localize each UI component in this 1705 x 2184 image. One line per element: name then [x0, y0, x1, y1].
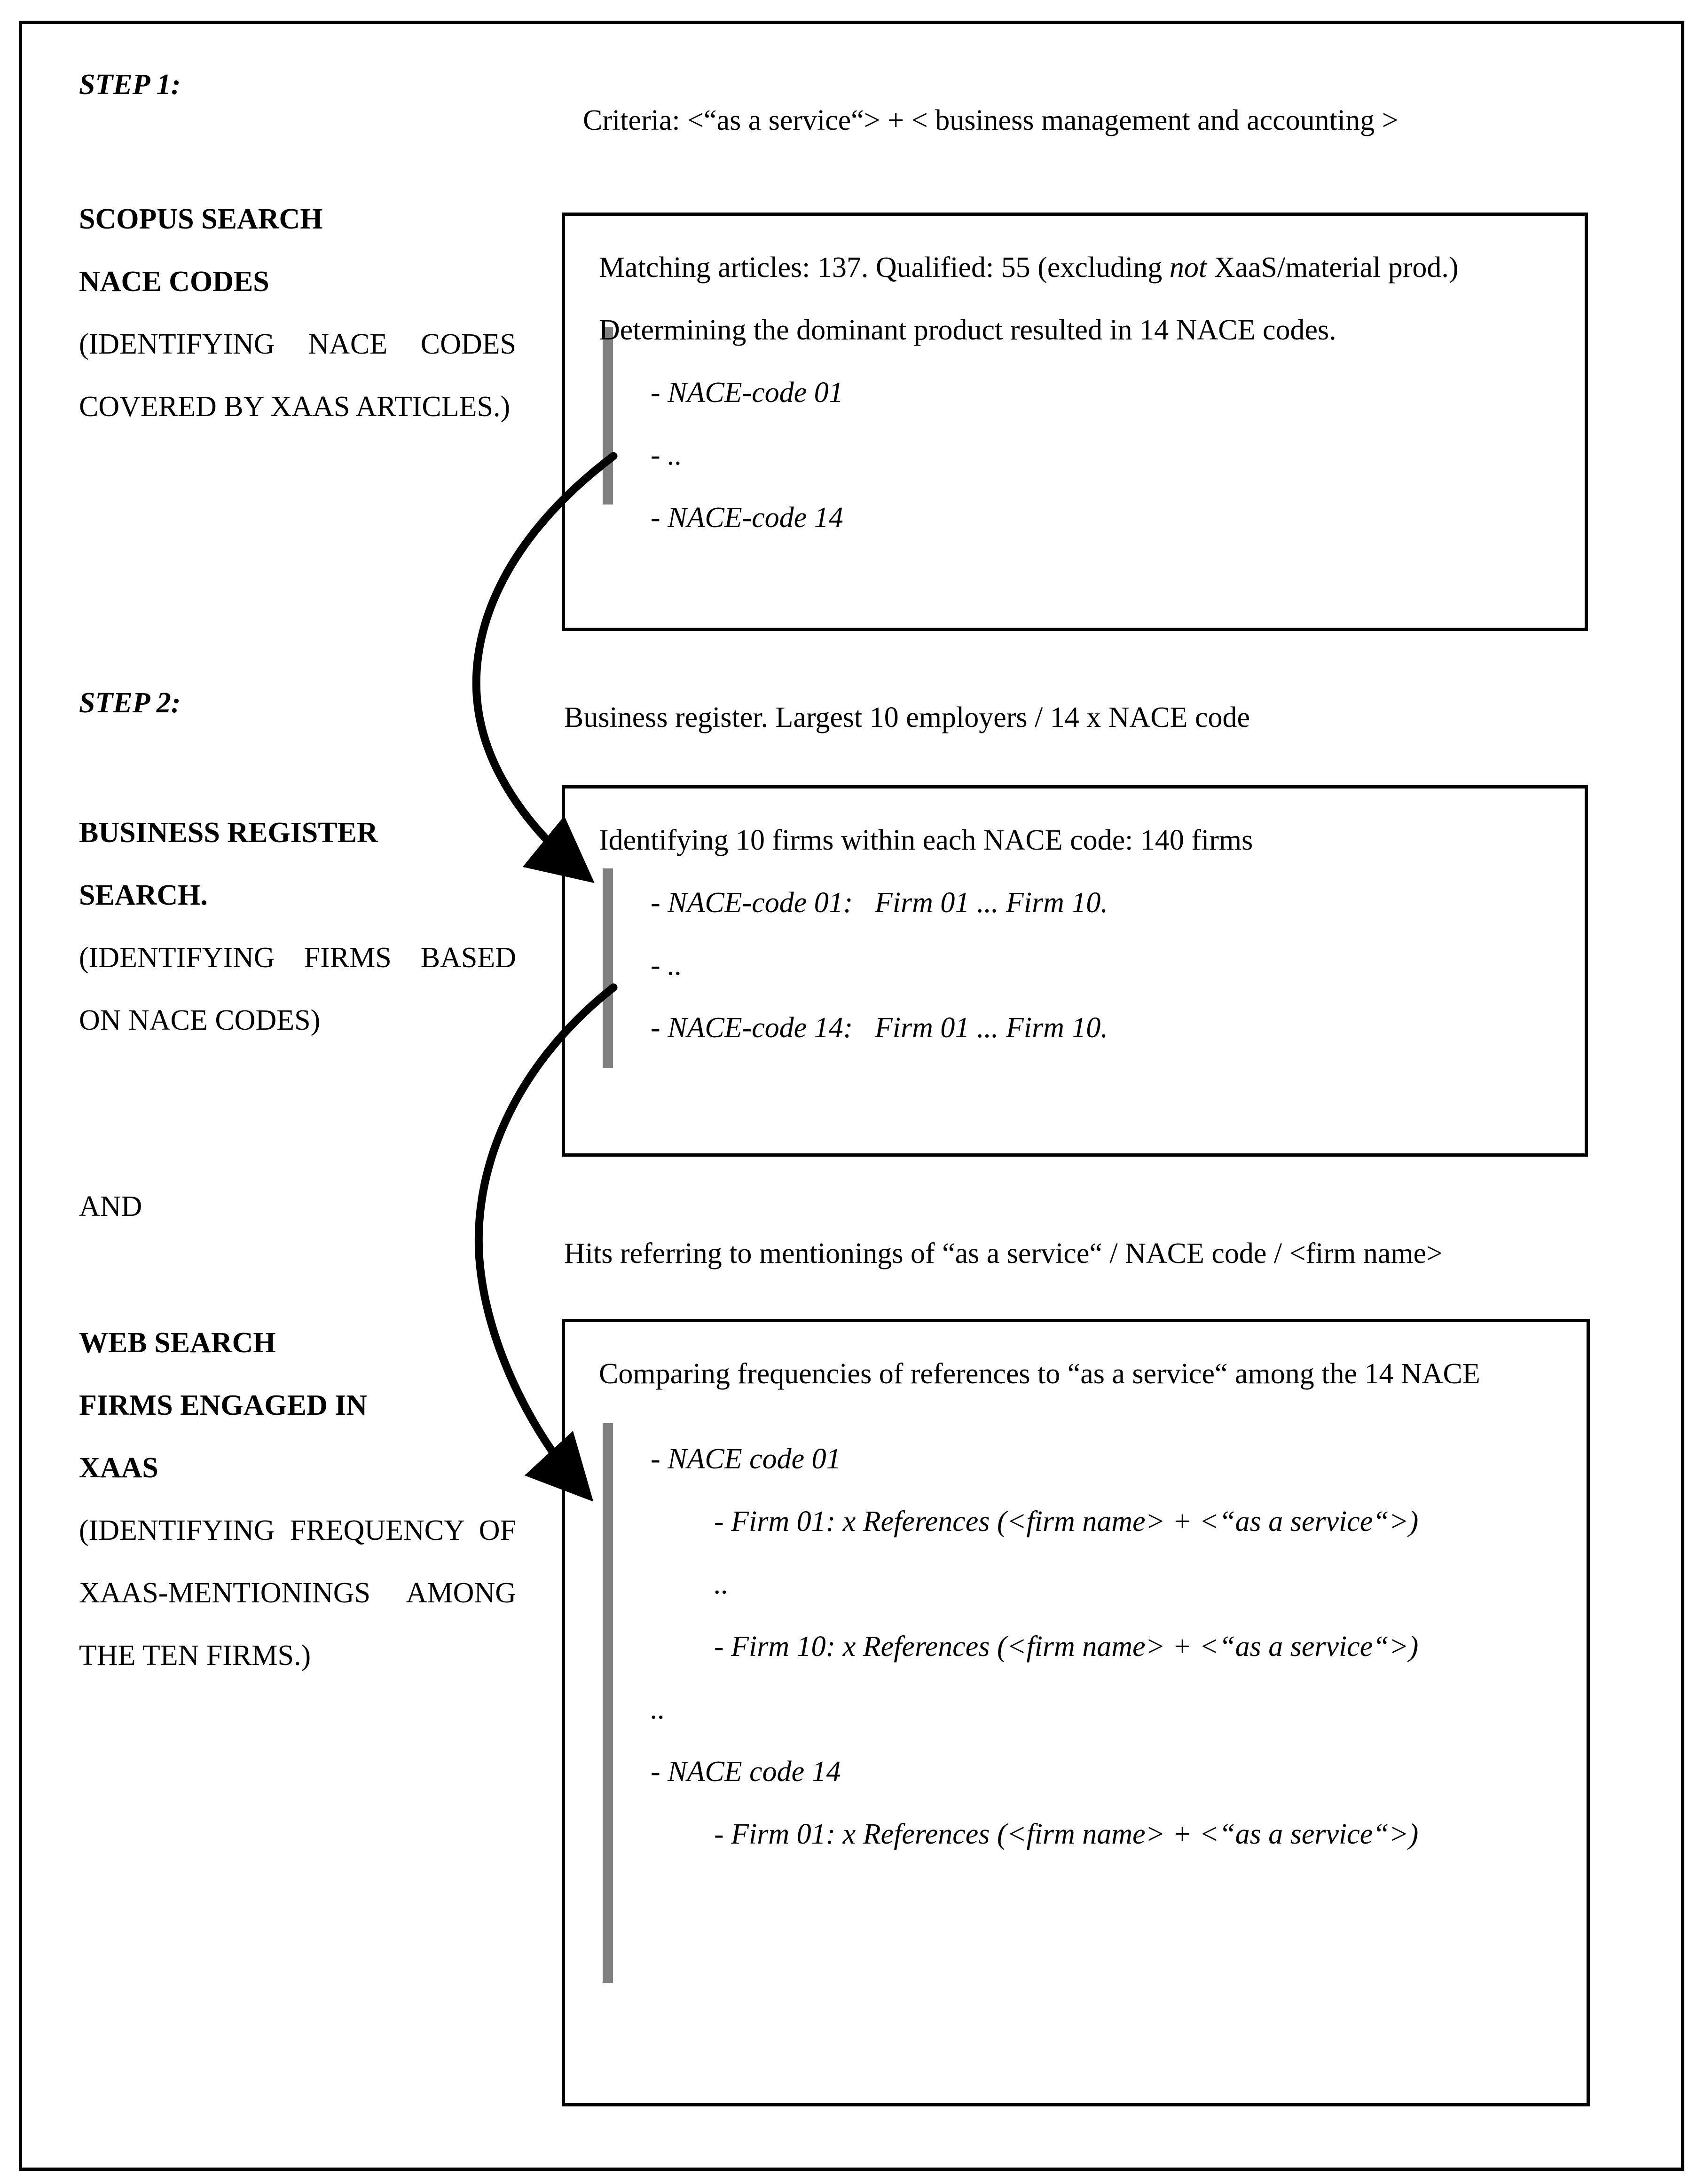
step-2a-box-line-1: Identifying 10 firms within each NACE code: 140 firms: [599, 824, 1253, 856]
web-search-title-line-1: WEB SEARCH: [79, 1327, 276, 1359]
conjunction-and: AND: [79, 1191, 142, 1222]
web-search-description: (IDENTIFYING FREQUENCY OF XAAS-MENTIONINGS AMONG THE TEN FIRMS.): [79, 1514, 516, 1672]
list-item: ..: [714, 1568, 729, 1600]
step-2b-box-line-1: Comparing frequencies of references to “as a service“ among the 14 NACE: [599, 1358, 1480, 1390]
step-2b-result-box: [562, 1319, 1590, 2106]
step-1-label: STEP 1:: [79, 69, 181, 101]
list-item: - Firm 10: x References (<firm name> + <“as a service“>): [714, 1631, 1419, 1663]
step-1-title-line-2: NACE CODES: [79, 266, 269, 298]
step-2-label: STEP 2:: [79, 687, 181, 719]
step-2a-result-box: [562, 785, 1588, 1157]
list-item: - NACE-code 14: Firm 01 ... Firm 10.: [651, 1012, 1108, 1044]
step-1-box-line-1-text: Matching articles: 137. Qualified: 55 (excluding not XaaS/material prod.): [599, 252, 1459, 284]
emphasis-not: not: [1169, 252, 1207, 284]
step-1-result-box: [562, 213, 1588, 631]
list-item: - Firm 01: x References (<firm name> + <“as a service“>): [714, 1506, 1419, 1537]
step-1-description: (IDENTIFYING NACE CODES COVERED BY XAAS ARTICLES.): [79, 328, 516, 423]
list-item: - ..: [651, 439, 683, 471]
web-hits-caption: Hits referring to mentionings of “as a service“ / NACE code / <firm name>: [564, 1238, 1443, 1269]
list-item: - Firm 01: x References (<firm name> + <“as a service“>): [714, 1818, 1419, 1850]
list-item: - NACE code 14: [651, 1756, 841, 1788]
list-item: - NACE-code 01: Firm 01 ... Firm 10.: [651, 887, 1108, 919]
step-1-box-line-2: Determining the dominant product resulted in 14 NACE codes.: [599, 314, 1336, 346]
list-item: - NACE-code 14: [651, 502, 843, 534]
step-2-title-line-1: BUSINESS REGISTER: [79, 817, 378, 849]
list-item: - NACE code 01: [651, 1443, 841, 1475]
step-1-criteria-caption: Criteria: <“as a service“> + < business management and accounting >: [583, 104, 1399, 136]
web-search-title-line-3: XAAS: [79, 1452, 158, 1484]
list-item: ..: [651, 1693, 665, 1725]
list-item: - NACE-code 01: [651, 377, 843, 409]
business-register-caption: Business register. Largest 10 employers / 14 x NACE code: [564, 702, 1250, 733]
web-search-title-line-2: FIRMS ENGAGED IN: [79, 1389, 368, 1421]
step-2-description: (IDENTIFYING FIRMS BASED ON NACE CODES): [79, 942, 516, 1036]
step-1-title-line-1: SCOPUS SEARCH: [79, 203, 323, 235]
step-1-box-line-1: [599, 237, 1548, 299]
list-item: - ..: [651, 949, 683, 981]
step-2-title-line-2: SEARCH.: [79, 879, 208, 911]
